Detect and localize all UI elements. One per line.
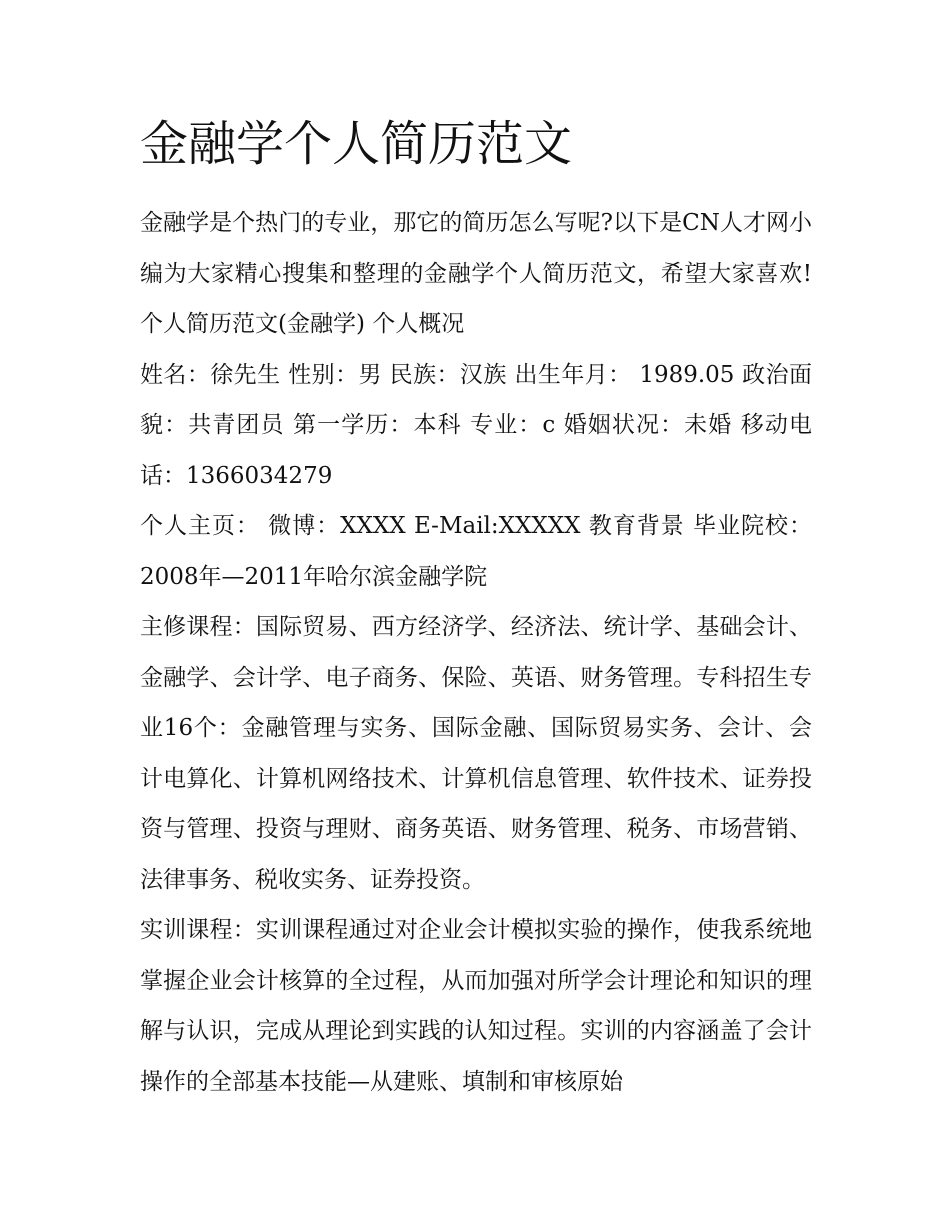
paragraph-personal-info: 姓名：徐先生 性别：男 民族：汉族 出生年月： 1989.05 政治面貌：共青团员 第一学历：本科 专业：c 婚姻状况：未婚 移动电话：1366034279: [140, 361, 812, 489]
paragraph-major-courses: 主修课程：国际贸易、西方经济学、经济法、统计学、基础会计、金融学、会计学、电子商务、保险、英语、财务管理。专科招生专业16个：金融管理与实务、国际金融、国际贸易实务、会计、会计电算化、计算机网络技术、计算机信息管理、软件技术、证券投资与管理、投资与理财、商务英语、财务管理、税务、市场营销、法律事务、税收实务、证券投资。: [140, 614, 812, 893]
document-body: [140, 112, 812, 1107]
document-title: 金融学个人简历范文: [140, 116, 573, 172]
paragraph-contact-education: 个人主页： 微博：XXXX E-Mail:XXXXX 教育背景 毕业院校：2008年—2011年哈尔滨金融学院: [140, 513, 812, 590]
paragraph-intro: 金融学是个热门的专业，那它的简历怎么写呢?以下是CN人才网小编为大家精心搜集和整理的金融学个人简历范文，希望大家喜欢! 个人简历范文(金融学) 个人概况: [140, 210, 812, 337]
paragraph-training-courses: 实训课程：实训课程通过对企业会计模拟实验的操作，使我系统地掌握企业会计核算的全过程，从而加强对所学会计理论和知识的理解与认识，完成从理论到实践的认知过程。实训的内容涵盖了会计操作的全部基本技能—从建账、填制和审核原始: [140, 917, 812, 1095]
